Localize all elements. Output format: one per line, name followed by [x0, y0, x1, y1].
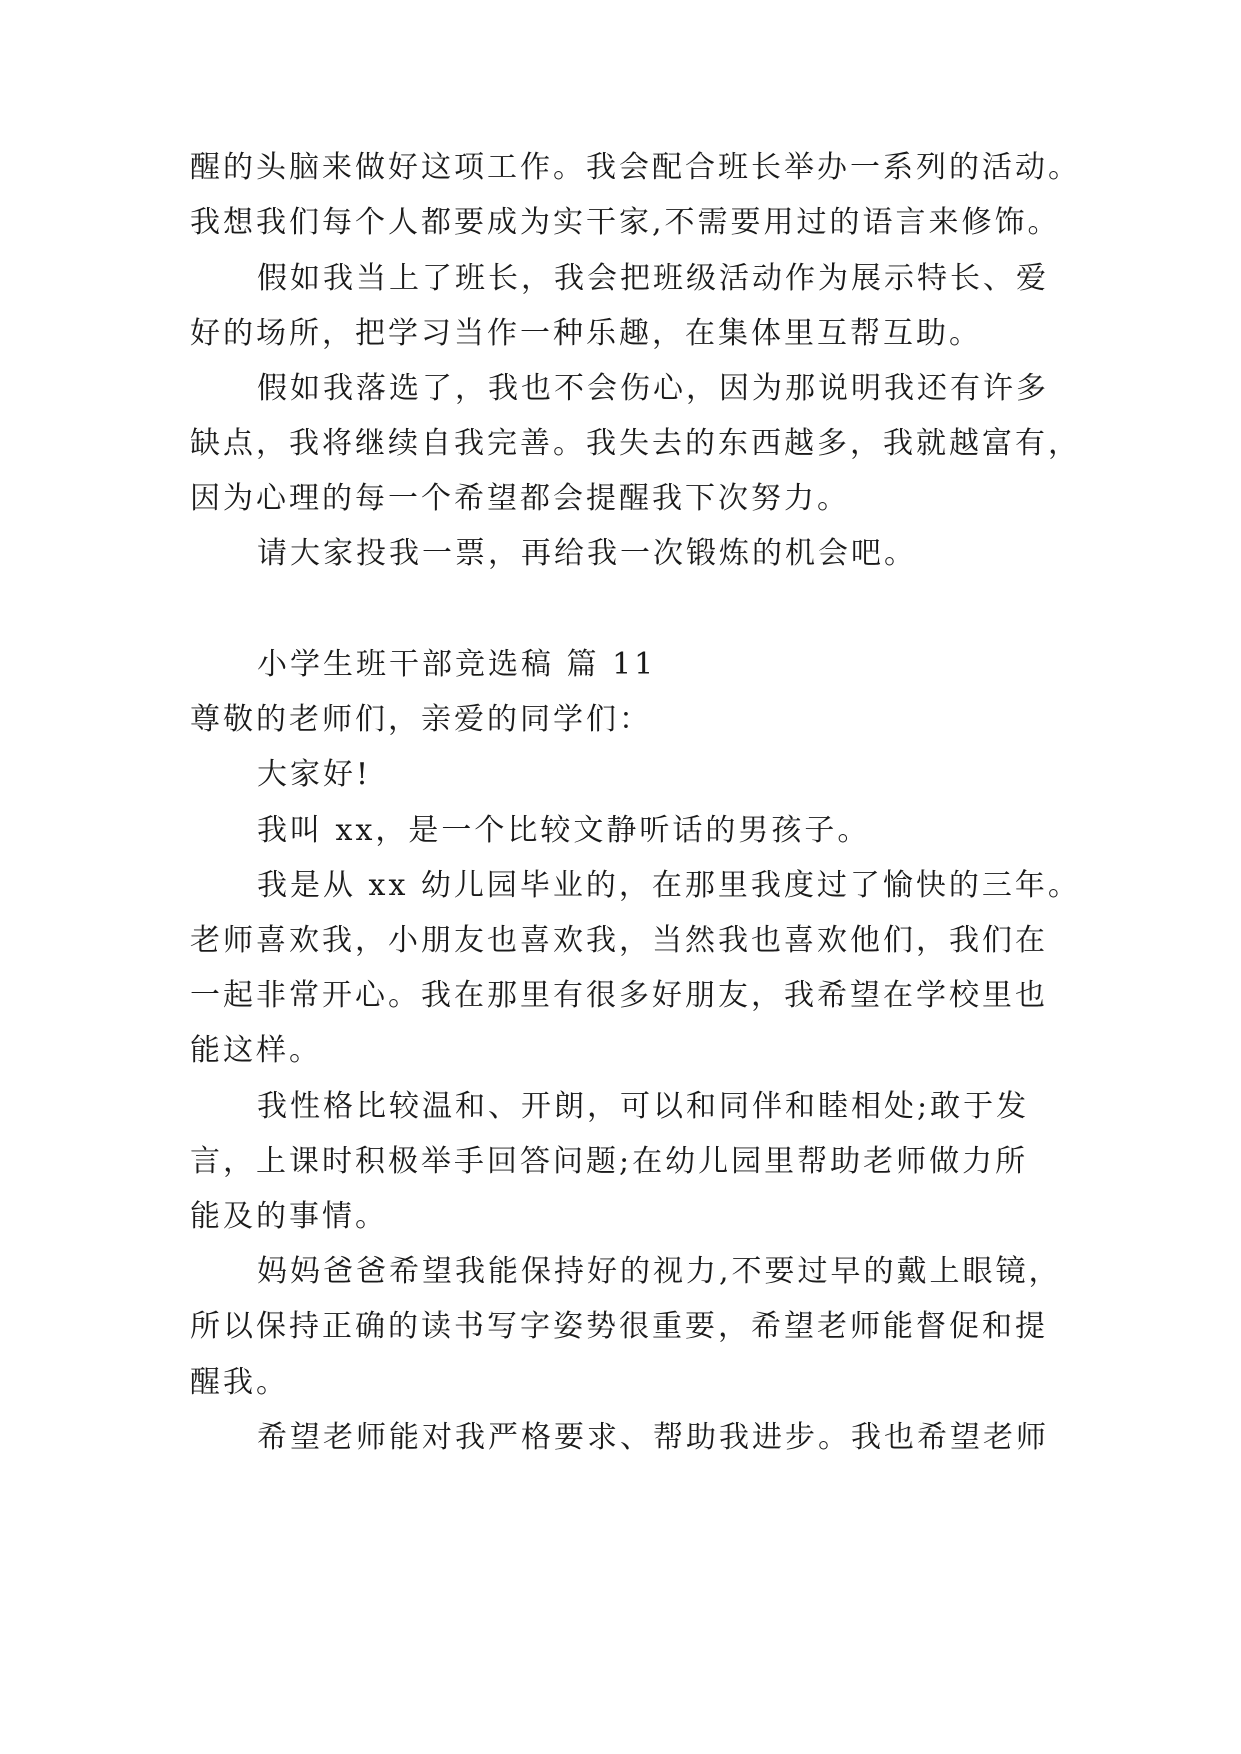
text-line: 缺点，我将继续自我完善。我失去的东西越多，我就越富有， [190, 426, 1081, 461]
paragraph-start: 假如我当上了班长，我会把班级活动作为展示特长、爱 [257, 261, 1049, 296]
text-line: 我想我们每个人都要成为实干家,不需要用过的语言来修饰。 [190, 205, 1061, 240]
text-line: 醒的头脑来做好这项工作。我会配合班长举办一系列的活动。 [190, 150, 1081, 185]
paragraph-start: 我叫 xx，是一个比较文静听话的男孩子。 [257, 813, 871, 848]
text-line: 好的场所，把学习当作一种乐趣，在集体里互帮互助。 [190, 316, 982, 351]
paragraph-start: 希望老师能对我严格要求、帮助我进步。我也希望老师 [257, 1420, 1049, 1455]
text-line: 因为心理的每一个希望都会提醒我下次努力。 [190, 481, 850, 516]
text-line: 言，上课时积极举手回答问题;在幼儿园里帮助老师做力所 [190, 1144, 1029, 1179]
text-line: 能及的事情。 [190, 1199, 388, 1234]
paragraph-start: 请大家投我一票，再给我一次锻炼的机会吧。 [257, 536, 917, 571]
text-line: 醒我。 [190, 1365, 289, 1400]
paragraph-start: 我性格比较温和、开朗，可以和同伴和睦相处;敢于发 [257, 1089, 1030, 1124]
section-heading: 小学生班干部竞选稿 篇 11 [257, 647, 657, 682]
salutation: 尊敬的老师们，亲爱的同学们： [190, 702, 652, 737]
paragraph-start: 妈妈爸爸希望我能保持好的视力,不要过早的戴上眼镜， [257, 1254, 1062, 1289]
paragraph-start: 假如我落选了，我也不会伤心，因为那说明我还有许多 [257, 371, 1049, 406]
text-line: 能这样。 [190, 1033, 322, 1068]
paragraph-start: 我是从 xx 幼儿园毕业的，在那里我度过了愉快的三年。 [257, 868, 1081, 903]
text-line: 一起非常开心。我在那里有很多好朋友，我希望在学校里也 [190, 978, 1048, 1013]
text-line: 老师喜欢我，小朋友也喜欢我，当然我也喜欢他们，我们在 [190, 923, 1048, 958]
greeting: 大家好! [257, 757, 372, 792]
text-line: 所以保持正确的读书写字姿势很重要，希望老师能督促和提 [190, 1309, 1048, 1344]
